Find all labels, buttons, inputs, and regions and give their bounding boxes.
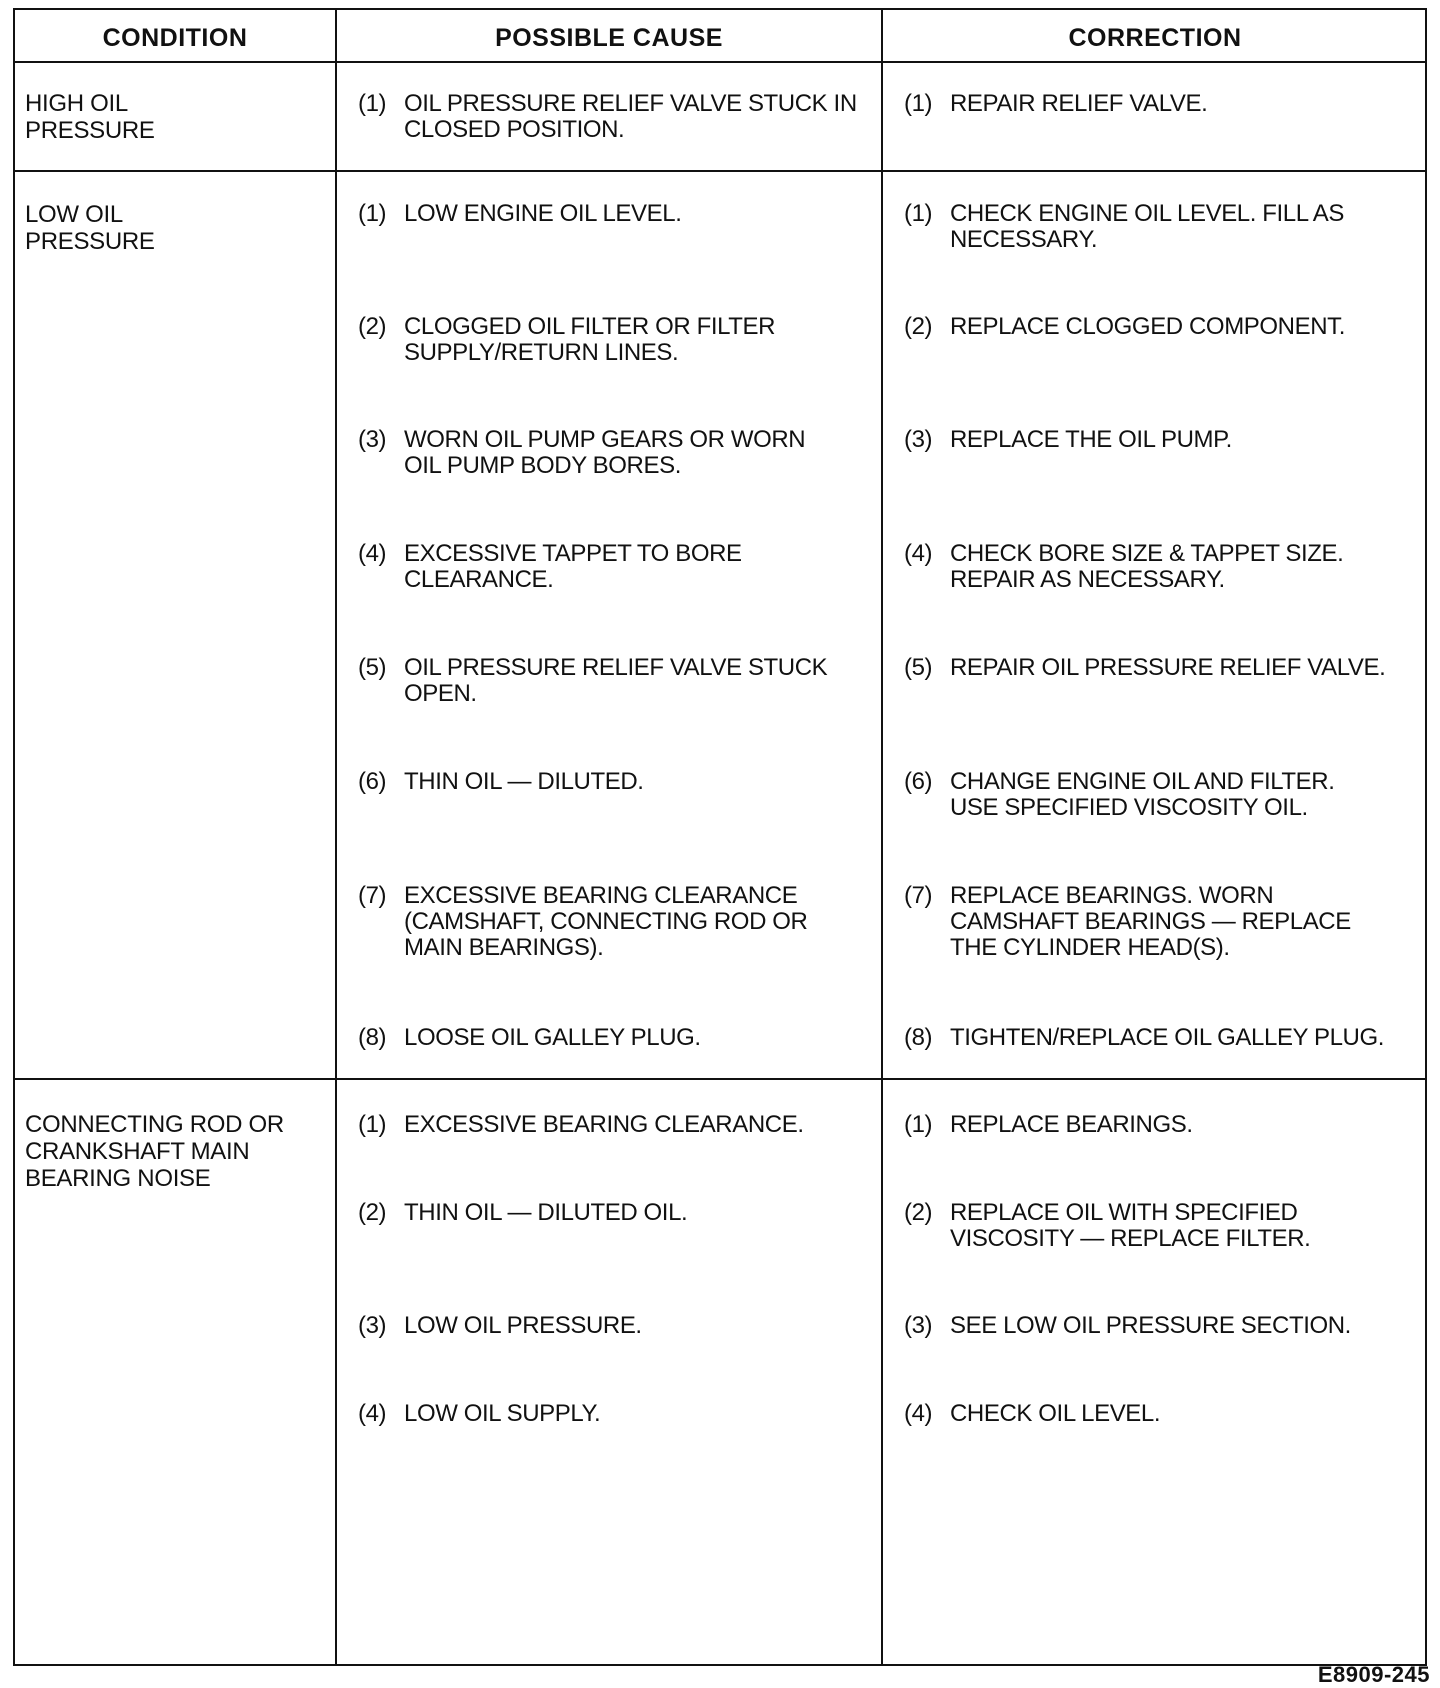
item-number: (3)	[358, 1312, 387, 1339]
item-number: (8)	[358, 1024, 387, 1051]
cause-text: OIL PRESSURE RELIEF VALVE STUCK OPEN.	[404, 654, 828, 707]
cause-text: THIN OIL — DILUTED.	[404, 768, 644, 795]
cause-text: CLOGGED OIL FILTER OR FILTER SUPPLY/RETURN LINES.	[404, 313, 776, 366]
cause-text: LOOSE OIL GALLEY PLUG.	[404, 1024, 701, 1051]
correction-text: REPAIR OIL PRESSURE RELIEF VALVE.	[950, 654, 1386, 681]
item-number: (4)	[904, 540, 933, 567]
correction-text: REPAIR RELIEF VALVE.	[950, 90, 1208, 117]
cause-text: EXCESSIVE BEARING CLEARANCE (CAMSHAFT, CONNECTING ROD OR MAIN BEARINGS).	[404, 882, 808, 961]
row-divider	[15, 170, 1425, 172]
item-number: (6)	[904, 768, 933, 795]
condition-low-oil-pressure: LOW OIL PRESSURE	[25, 201, 155, 255]
item-number: (2)	[904, 1199, 933, 1226]
item-number: (1)	[358, 200, 387, 227]
item-number: (2)	[904, 313, 933, 340]
correction-text: REPLACE OIL WITH SPECIFIED VISCOSITY — REPLACE FILTER.	[950, 1199, 1311, 1252]
item-number: (1)	[358, 1111, 387, 1138]
item-number: (7)	[904, 882, 933, 909]
cause-text: OIL PRESSURE RELIEF VALVE STUCK IN CLOSED POSITION.	[404, 90, 857, 143]
troubleshooting-table	[13, 8, 1427, 1666]
cause-text: THIN OIL — DILUTED OIL.	[404, 1199, 688, 1226]
item-number: (3)	[904, 426, 933, 453]
correction-text: CHECK BORE SIZE & TAPPET SIZE. REPAIR AS NECESSARY.	[950, 540, 1344, 593]
figure-id: E8909-245	[1317, 1662, 1430, 1687]
item-number: (1)	[904, 90, 933, 117]
item-number: (6)	[358, 768, 387, 795]
correction-text: SEE LOW OIL PRESSURE SECTION.	[950, 1312, 1351, 1339]
condition-high-oil-pressure: HIGH OIL PRESSURE	[25, 90, 155, 144]
correction-text: REPLACE BEARINGS. WORN CAMSHAFT BEARINGS — REPLACE THE CYLINDER HEAD(S).	[950, 882, 1351, 961]
item-number: (2)	[358, 313, 387, 340]
row-divider	[15, 61, 1425, 63]
correction-text: REPLACE BEARINGS.	[950, 1111, 1193, 1138]
item-number: (2)	[358, 1199, 387, 1226]
cause-text: LOW OIL SUPPLY.	[404, 1400, 601, 1427]
item-number: (1)	[904, 1111, 933, 1138]
header-possible-cause: POSSIBLE CAUSE	[495, 24, 723, 52]
cause-text: LOW OIL PRESSURE.	[404, 1312, 642, 1339]
correction-text: REPLACE THE OIL PUMP.	[950, 426, 1232, 453]
item-number: (5)	[904, 654, 933, 681]
correction-text: REPLACE CLOGGED COMPONENT.	[950, 313, 1346, 340]
cause-text: LOW ENGINE OIL LEVEL.	[404, 200, 682, 227]
header-correction: CORRECTION	[1068, 24, 1242, 52]
item-number: (4)	[904, 1400, 933, 1427]
item-number: (1)	[358, 90, 387, 117]
item-number: (3)	[904, 1312, 933, 1339]
correction-text: CHECK ENGINE OIL LEVEL. FILL AS NECESSARY.	[950, 200, 1344, 253]
item-number: (1)	[904, 200, 933, 227]
correction-text: CHECK OIL LEVEL.	[950, 1400, 1161, 1427]
cause-text: EXCESSIVE BEARING CLEARANCE.	[404, 1111, 804, 1138]
header-condition: CONDITION	[102, 24, 248, 52]
item-number: (8)	[904, 1024, 933, 1051]
cause-text: WORN OIL PUMP GEARS OR WORN OIL PUMP BODY BORES.	[404, 426, 806, 479]
item-number: (5)	[358, 654, 387, 681]
cause-text: EXCESSIVE TAPPET TO BORE CLEARANCE.	[404, 540, 742, 593]
column-divider	[881, 10, 883, 1664]
item-number: (4)	[358, 1400, 387, 1427]
correction-text: CHANGE ENGINE OIL AND FILTER. USE SPECIFIED VISCOSITY OIL.	[950, 768, 1335, 821]
item-number: (3)	[358, 426, 387, 453]
correction-text: TIGHTEN/REPLACE OIL GALLEY PLUG.	[950, 1024, 1385, 1051]
column-divider	[335, 10, 337, 1664]
item-number: (7)	[358, 882, 387, 909]
item-number: (4)	[358, 540, 387, 567]
row-divider	[15, 1078, 1425, 1080]
condition-bearing-noise: CONNECTING ROD OR CRANKSHAFT MAIN BEARING NOISE	[25, 1111, 284, 1192]
